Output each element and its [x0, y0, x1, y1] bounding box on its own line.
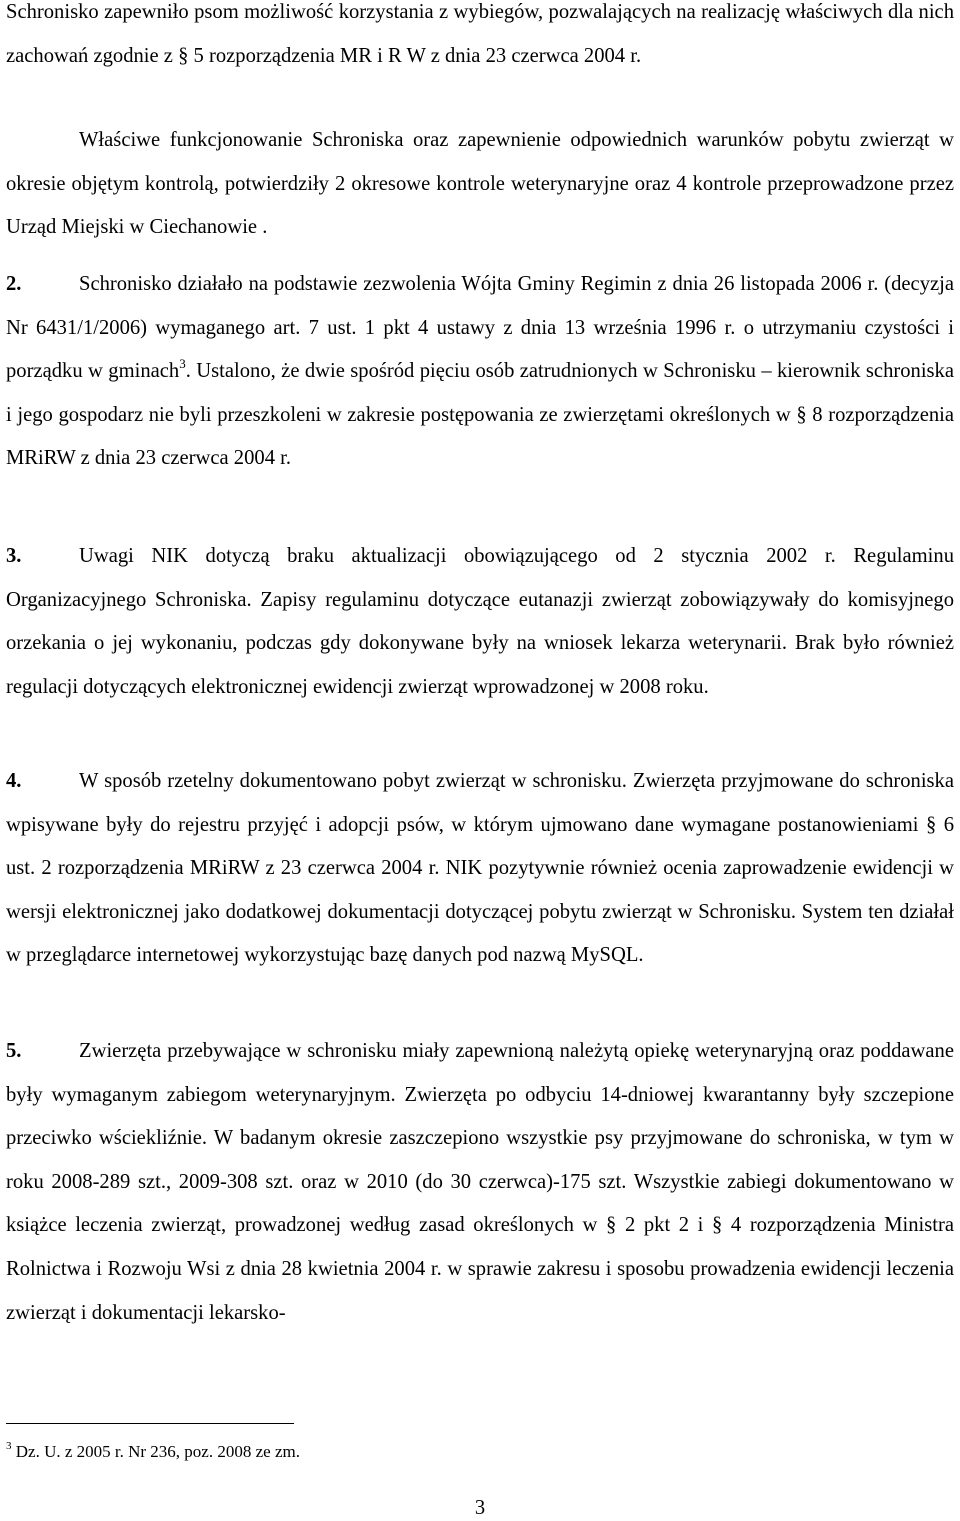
page-number: 3: [474, 1497, 486, 1519]
paragraph-number: 3.: [6, 545, 22, 567]
paragraph-wybiegi: [6, 0, 954, 78]
paragraph-number: 2.: [6, 273, 22, 295]
paragraph-number: 5.: [6, 1040, 22, 1062]
paragraph-text: Uwagi NIK dotyczą braku aktualizacji obowiązującego od 2 stycznia 2002 r. Regulaminu Organizacyjnego Schroniska. Zapisy regulaminu dotyczące eutanazji zwierząt zobowiązywały do komisyjnego orzekania o jej wykonaniu, podczas gdy dokonywane były na wniosek lekarza weterynarii. Brak było również regulacji dotyczących elektronicznej ewidencji zwierząt wprowadzonej w 2008 roku.: [6, 545, 954, 698]
footnote-separator: [6, 1423, 294, 1424]
paragraph-text: Właściwe funkcjonowanie Schroniska oraz zapewnienie odpowiednich warunków pobytu zwierząt w okresie objętym kontrolą, potwierdziły 2 okresowe kontrole weterynaryjne oraz 4 kontrole przeprowadzone przez Urząd Miejski w Ciechanowie .: [6, 129, 954, 239]
paragraph-text: W sposób rzetelny dokumentowano pobyt zwierząt w schronisku. Zwierzęta przyjmowane do schroniska wpisywane były do rejestru przyjęć i adopcji psów, w którym ujmowano dane wymagane postanowieniami § 6 ust. 2 rozporządzenia MRiRW z 23 czerwca 2004 r. NIK pozytywnie również ocenia zaprowadzenie ewidencji w wersji elektronicznej jako dodatkowej dokumentacji dotyczącej pobytu zwierząt w Schronisku. System ten działał w przeglądarce internetowej wykorzystując bazę danych pod nazwą MySQL.: [6, 770, 954, 967]
paragraph-number: 4.: [6, 770, 22, 792]
paragraph-4-dokumentacja: [6, 760, 954, 978]
paragraph-2-zezwolenie: [6, 263, 954, 481]
paragraph-text: Schronisko działało na podstawie zezwolenia Wójta Gminy Regimin z dnia 26 listopada 2006 r. (decyzja Nr 6431/1/2006) wymaganego art. 7 ust. 1 pkt 4 ustawy z dnia 13 września 1996 r. o utrzymaniu czystości i porządku w gminach: [6, 273, 954, 383]
paragraph-5-opieka-weterynaryjna: [6, 1030, 954, 1335]
paragraph-funkcjonowanie: [6, 119, 954, 250]
footnote: [6, 1440, 300, 1464]
paragraph-text: Zwierzęta przebywające w schronisku miały zapewnioną należytą opiekę weterynaryjną oraz poddawane były wymaganym zabiegom weterynaryjnym. Zwierzęta po odbyciu 14-dniowej kwarantanny były szczepione przeciwko wściekliźnie. W badanym okresie zaszczepiono wszystkie psy przyjmowane do schroniska, w tym w roku 2008-289 szt., 2009-308 szt. oraz w 2010 (do 30 czerwca)-175 szt. Wszystkie zabiegi dokumentowano w książce leczenia zwierząt, prowadzonej według zasad określonych w § 2 pkt 2 i § 4 rozporządzenia Ministra Rolnictwa i Rozwoju Wsi z dnia 28 kwietnia 2004 r. w sprawie zakresu i sposobu prowadzenia ewidencji leczenia zwierząt i dokumentacji lekarsko-: [6, 1040, 954, 1324]
paragraph-text: Schronisko zapewniło psom możliwość korzystania z wybiegów, pozwalających na realizację właściwych dla nich zachowań zgodnie z § 5 rozporządzenia MR i R W z dnia 23 czerwca 2004 r.: [6, 1, 954, 67]
footnote-marker: 3: [6, 1440, 12, 1452]
paragraph-text-continued: . Ustalono, że dwie spośród pięciu osób zatrudnionych w Schronisku – kierownik schroniska i jego gospodarz nie byli przeszkoleni w zakresie postępowania ze zwierzętami określonych w § 8 rozporządzenia MRiRW z dnia 23 czerwca 2004 r.: [6, 360, 954, 470]
footnote-text: Dz. U. z 2005 r. Nr 236, poz. 2008 ze zm.: [11, 1442, 300, 1461]
paragraph-3-regulamin: [6, 535, 954, 709]
footnote-reference[interactable]: 3: [179, 356, 186, 372]
